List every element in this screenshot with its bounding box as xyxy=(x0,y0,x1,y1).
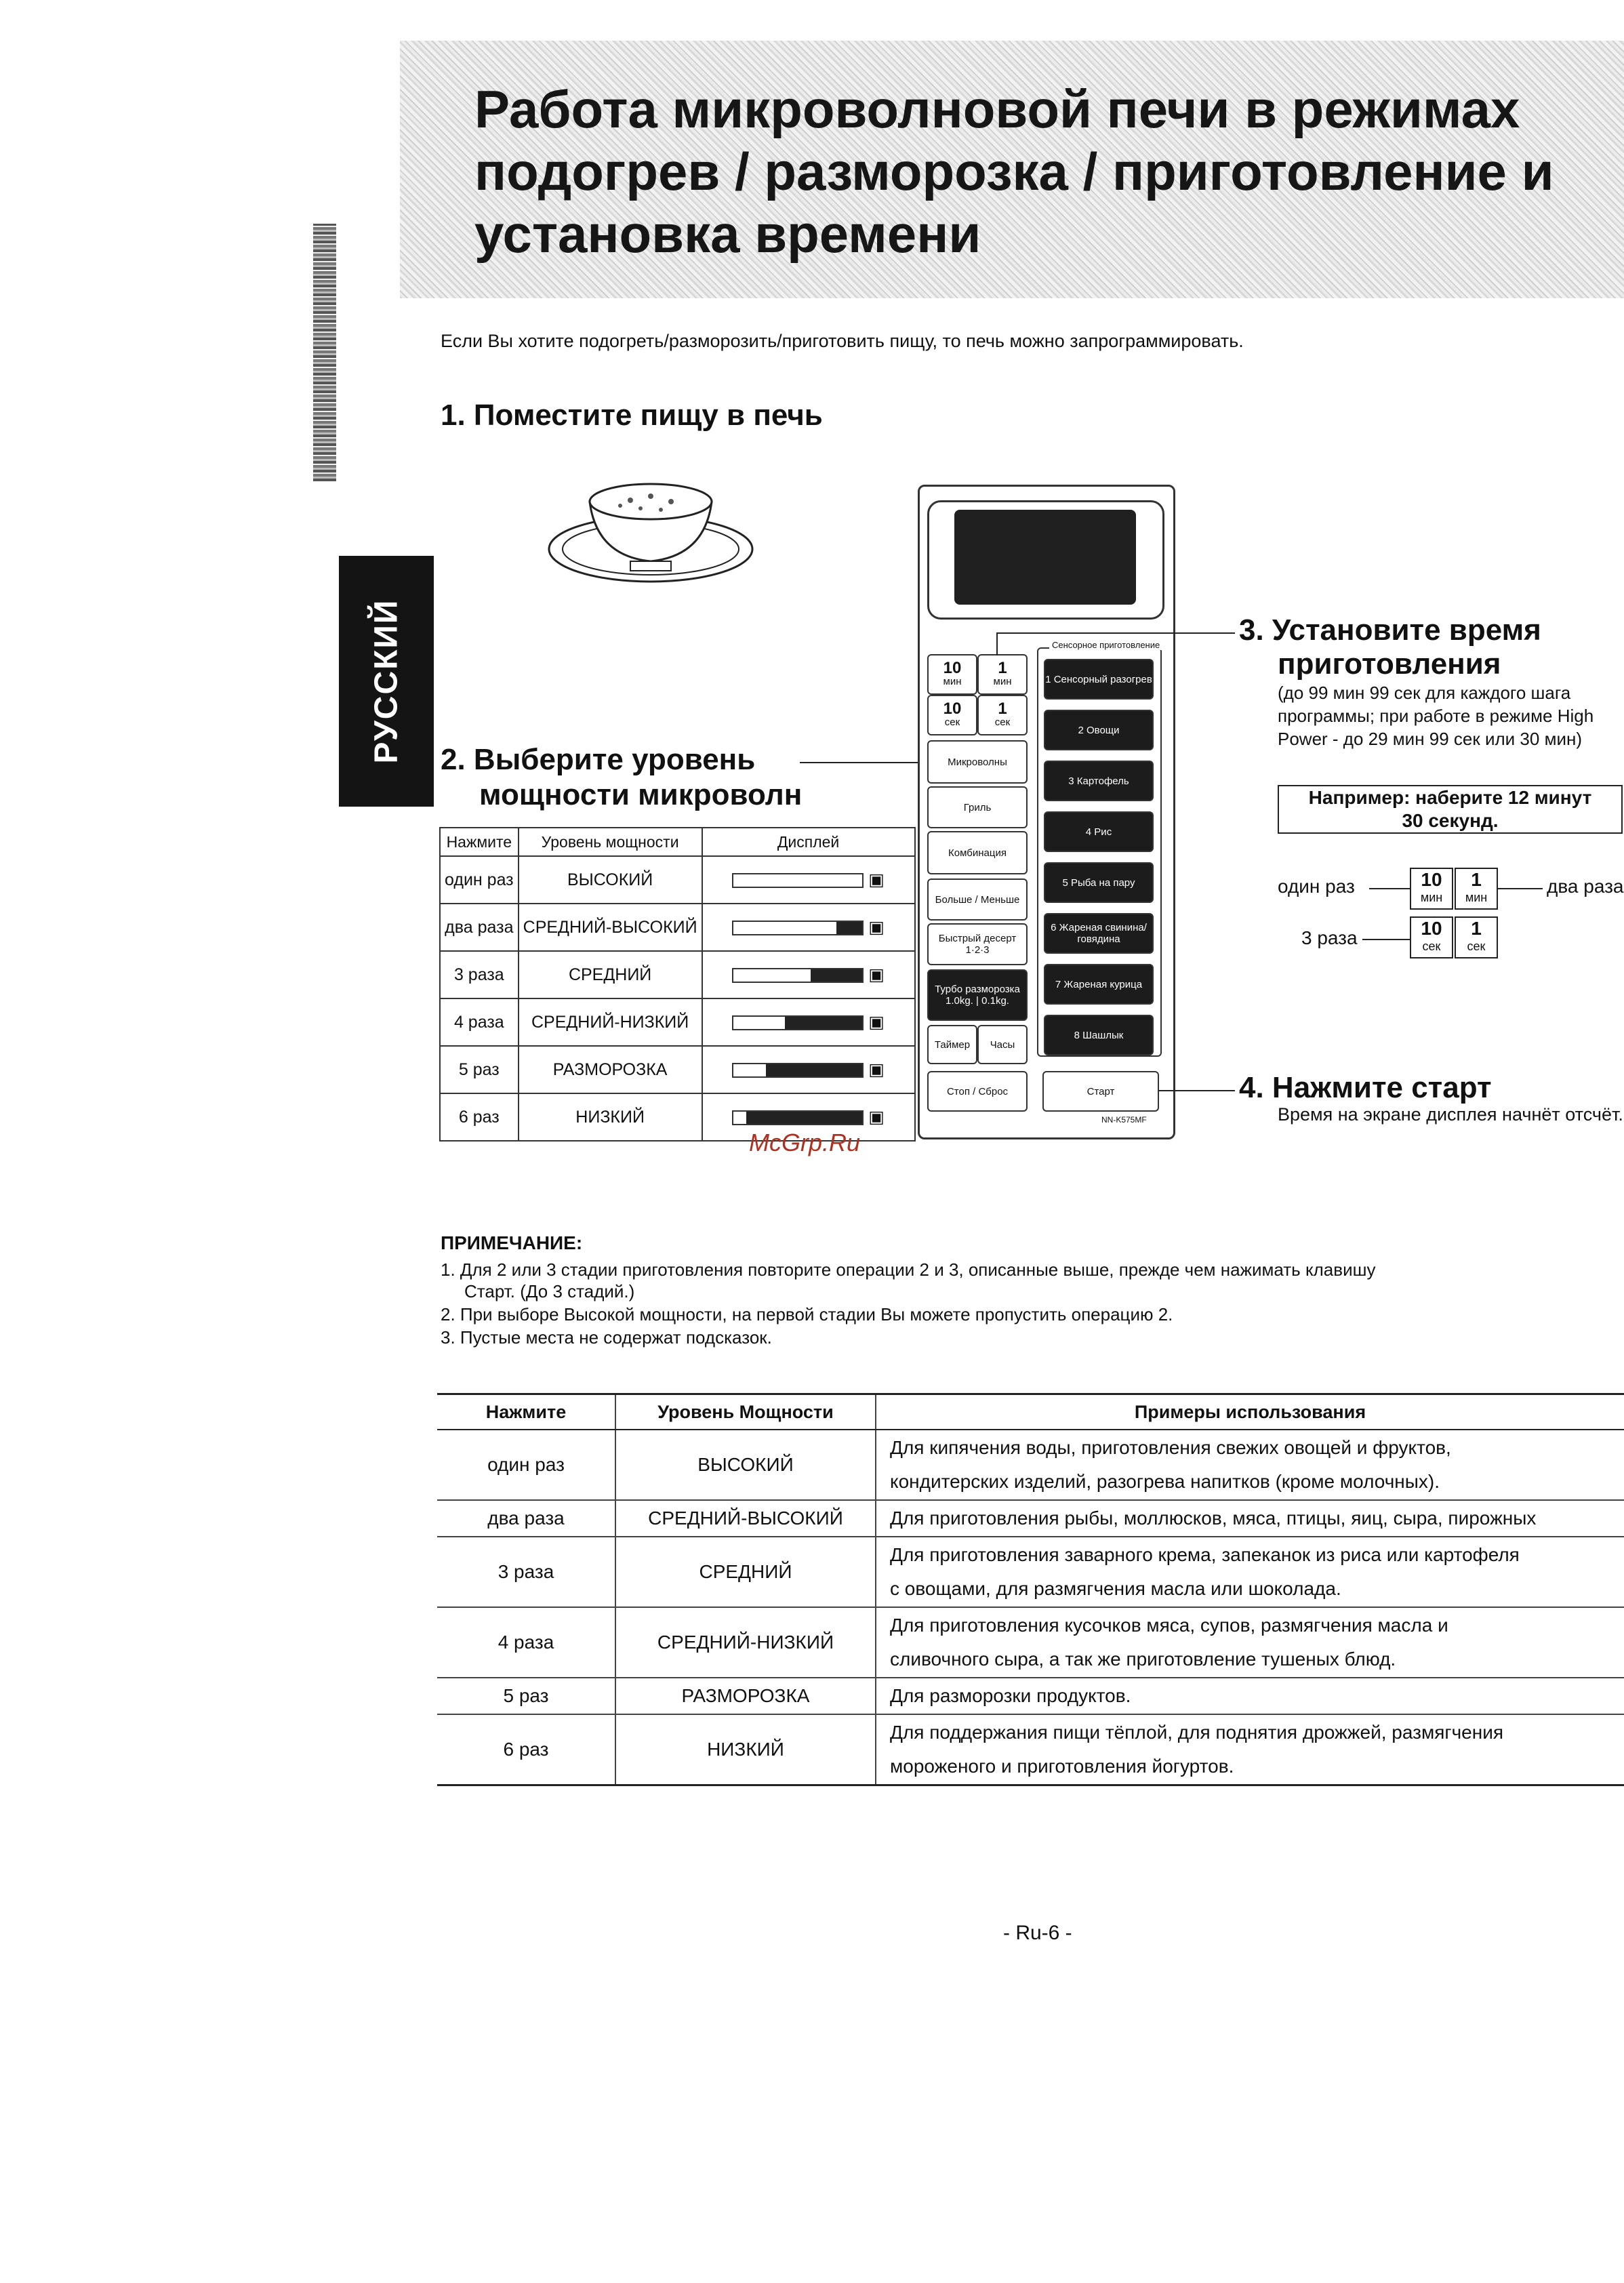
time-example-once: один раз xyxy=(1278,876,1355,897)
power-bar xyxy=(732,968,864,983)
power-press: 5 раз xyxy=(440,1046,519,1093)
key-1-sec[interactable]: 1 сек xyxy=(977,695,1028,735)
quick-dessert-key[interactable]: Быстрый десерт 1·2·3 xyxy=(927,923,1028,965)
sensor-key[interactable]: 8 Шашлык xyxy=(1044,1015,1154,1055)
power-display xyxy=(702,951,915,998)
page-title: Работа микроволновой печи в режимах подогрев / разморозка / приготовление и установка времени xyxy=(474,79,1554,264)
start-key[interactable]: Старт xyxy=(1042,1071,1159,1112)
usage-level: НИЗКИЙ xyxy=(615,1714,876,1785)
leader-three xyxy=(1362,939,1410,940)
power-press: один раз xyxy=(440,856,519,904)
more-less-key[interactable]: Больше / Меньше xyxy=(927,878,1028,921)
usage-press: 5 раз xyxy=(437,1678,615,1714)
key-10-min[interactable]: 10 мин xyxy=(927,654,977,695)
microwave-icon: ▣ xyxy=(868,965,885,984)
power-display xyxy=(702,1046,915,1093)
power-press: 3 раза xyxy=(440,951,519,998)
usage-header-press: Нажмите xyxy=(437,1394,615,1430)
power-level: РАЗМОРОЗКА xyxy=(519,1046,702,1093)
usage-press: один раз xyxy=(437,1430,615,1500)
page-number: - Ru-6 - xyxy=(1003,1922,1072,1944)
microwave-key[interactable]: Микроволны xyxy=(927,740,1028,784)
usage-press: 3 раза xyxy=(437,1537,615,1607)
stop-reset-key[interactable]: Стоп / Сброс xyxy=(927,1071,1028,1112)
grill-key[interactable]: Гриль xyxy=(927,786,1028,828)
leader-twice xyxy=(1498,888,1543,889)
step2-leader-line xyxy=(800,762,929,763)
turbo-defrost-key[interactable]: Турбо разморозка 1.0kg. | 0.1kg. xyxy=(927,969,1028,1021)
intro-text: Если Вы хотите подогреть/разморозить/приготовить пищу, то печь можно запрограммировать. xyxy=(441,331,1244,351)
usage-level: ВЫСОКИЙ xyxy=(615,1430,876,1500)
sensor-key[interactable]: 6 Жареная свинина/говядина xyxy=(1044,913,1154,954)
step3-heading-line2: приготовления xyxy=(1278,647,1501,681)
step4-note: Время на экране дисплея начнёт отсчёт. xyxy=(1278,1104,1623,1125)
power-bar xyxy=(732,873,864,888)
sensor-key[interactable]: 7 Жареная курица xyxy=(1044,964,1154,1005)
usage-table-row xyxy=(437,1607,1624,1678)
usage-table-row xyxy=(437,1430,1624,1500)
language-tab xyxy=(339,556,434,807)
power-level: СРЕДНИЙ-ВЫСОКИЙ xyxy=(519,904,702,951)
usage-header-examples: Примеры использования xyxy=(876,1394,1624,1430)
power-press: 4 раза xyxy=(440,998,519,1046)
power-bar-fill xyxy=(836,922,862,934)
header-level: Уровень мощности xyxy=(519,828,702,856)
step3-note: (до 99 мин 99 сек для каждого шага программы; при работе в режиме High Power - до 29 мин 99 сек или 30 мин) xyxy=(1278,683,1594,749)
power-bar xyxy=(732,1110,864,1125)
timer-key[interactable]: Таймер xyxy=(927,1025,977,1064)
sensor-key[interactable]: 4 Рис xyxy=(1044,811,1154,852)
usage-level: РАЗМОРОЗКА xyxy=(615,1678,876,1714)
step2-heading-line2: мощности микроволн xyxy=(479,778,803,811)
sensor-key[interactable]: 1 Сенсорный разогрев xyxy=(1044,659,1154,700)
usage-table-row xyxy=(437,1500,1624,1537)
usage-level: СРЕДНИЙ xyxy=(615,1537,876,1607)
power-press: два раза xyxy=(440,904,519,951)
power-bar xyxy=(732,1015,864,1030)
power-bar xyxy=(732,1063,864,1078)
power-level-table xyxy=(439,827,916,1142)
usage-header-level: Уровень Мощности xyxy=(615,1394,876,1430)
power-table-row xyxy=(440,856,915,904)
power-bar-fill xyxy=(746,1112,862,1124)
power-bar-fill xyxy=(785,1017,862,1029)
header-display: Дисплей xyxy=(702,828,915,856)
example-key-1-min: 1 мин xyxy=(1455,868,1498,910)
usage-table-row xyxy=(437,1678,1624,1714)
microwave-icon: ▣ xyxy=(868,1013,885,1032)
usage-examples: Для разморозки продуктов. xyxy=(876,1678,1624,1714)
microwave-icon: ▣ xyxy=(868,1108,885,1127)
watermark: McGrp.Ru xyxy=(749,1129,861,1156)
example-line2: 30 секунд. xyxy=(1402,810,1499,831)
clock-key[interactable]: Часы xyxy=(977,1025,1028,1064)
sensor-key[interactable]: 2 Овощи xyxy=(1044,710,1154,750)
usage-examples: Для кипячения воды, приготовления свежих овощей и фруктов, кондитерских изделий, разогрева напитков (кроме молочных). xyxy=(876,1430,1624,1500)
header-press: Нажмите xyxy=(440,828,519,856)
example-key-10-min: 10 мин xyxy=(1410,868,1453,910)
food-bowl-illustration xyxy=(542,461,773,597)
sensor-group-label: Сенсорное приготовление xyxy=(1049,640,1162,650)
step3-leader-line xyxy=(996,632,1235,634)
microwave-icon: ▣ xyxy=(868,918,885,937)
power-level: ВЫСОКИЙ xyxy=(519,856,702,904)
usage-examples: Для приготовления кусочков мяса, супов, размягчения масла и сливочного сыра, а так же приготовление тушеных блюд. xyxy=(876,1607,1624,1678)
model-label: NN-K575MF xyxy=(1101,1115,1147,1125)
usage-examples: Для поддержания пищи тёплой, для поднятия дрожжей, размягчения мороженого и приготовления йогуртов. xyxy=(876,1714,1624,1785)
power-table-row xyxy=(440,998,915,1046)
sensor-key[interactable]: 3 Картофель xyxy=(1044,761,1154,801)
power-table-row xyxy=(440,951,915,998)
power-press: 6 раз xyxy=(440,1093,519,1141)
usage-table-row xyxy=(437,1714,1624,1785)
step3-heading: 3. Установите время xyxy=(1239,613,1541,647)
note-1-cont: Старт. (До 3 стадий.) xyxy=(464,1281,635,1301)
example-key-1-sec: 1 сек xyxy=(1455,916,1498,958)
step4-leader-line xyxy=(1159,1090,1235,1091)
step3-leader-tick xyxy=(996,632,998,655)
note-3: 3. Пустые места не содержат подсказок. xyxy=(441,1327,772,1348)
key-10-sec[interactable]: 10 сек xyxy=(927,695,977,735)
usage-examples: Для приготовления рыбы, моллюсков, мяса, птицы, яиц, сыра, пирожных xyxy=(876,1500,1624,1537)
usage-press: 6 раз xyxy=(437,1714,615,1785)
usage-table xyxy=(437,1393,1624,1786)
usage-level: СРЕДНИЙ-ВЫСОКИЙ xyxy=(615,1500,876,1537)
example-line1: Например: наберите 12 минут xyxy=(1308,787,1592,808)
microwave-icon: ▣ xyxy=(868,1060,885,1079)
usage-press: 4 раза xyxy=(437,1607,615,1678)
usage-level: СРЕДНИЙ-НИЗКИЙ xyxy=(615,1607,876,1678)
time-example-three: 3 раза xyxy=(1301,927,1358,948)
power-level: НИЗКИЙ xyxy=(519,1093,702,1141)
power-table-row xyxy=(440,904,915,951)
note-heading: ПРИМЕЧАНИЕ: xyxy=(441,1232,583,1253)
power-bar-fill xyxy=(766,1064,863,1076)
power-display xyxy=(702,904,915,951)
step2-heading: 2. Выберите уровень xyxy=(441,743,756,776)
usage-table-row xyxy=(437,1537,1624,1607)
step4-heading: 4. Нажмите старт xyxy=(1239,1071,1492,1104)
leader-once xyxy=(1369,888,1410,889)
time-example-twice: два раза xyxy=(1547,876,1624,897)
usage-press: два раза xyxy=(437,1500,615,1537)
combination-key[interactable]: Комбинация xyxy=(927,831,1028,874)
power-bar-fill xyxy=(811,969,862,982)
note-1: 1. Для 2 или 3 стадии приготовления повторите операции 2 и 3, описанные выше, прежде чем нажимать клавишу xyxy=(441,1259,1376,1280)
example-box xyxy=(1278,785,1623,834)
power-level: СРЕДНИЙ-НИЗКИЙ xyxy=(519,998,702,1046)
power-display xyxy=(702,856,915,904)
power-display xyxy=(702,998,915,1046)
microwave-icon: ▣ xyxy=(868,870,885,889)
power-bar xyxy=(732,921,864,935)
example-key-10-sec: 10 сек xyxy=(1410,916,1453,958)
display-screen xyxy=(954,510,1136,605)
note-2: 2. При выборе Высокой мощности, на первой стадии Вы можете пропустить операцию 2. xyxy=(441,1304,1173,1325)
power-level: СРЕДНИЙ xyxy=(519,951,702,998)
binding-strip xyxy=(313,224,336,481)
power-table-row xyxy=(440,1046,915,1093)
step1-heading: 1. Поместите пищу в печь xyxy=(441,399,823,432)
usage-examples: Для приготовления заварного крема, запеканок из риса или картофеля с овощами, для размягчения масла или шоколада. xyxy=(876,1537,1624,1607)
key-1-min[interactable]: 1 мин xyxy=(977,654,1028,695)
language-tab-label: РУССКИЙ xyxy=(368,599,405,764)
sensor-key[interactable]: 5 Рыба на пару xyxy=(1044,862,1154,903)
